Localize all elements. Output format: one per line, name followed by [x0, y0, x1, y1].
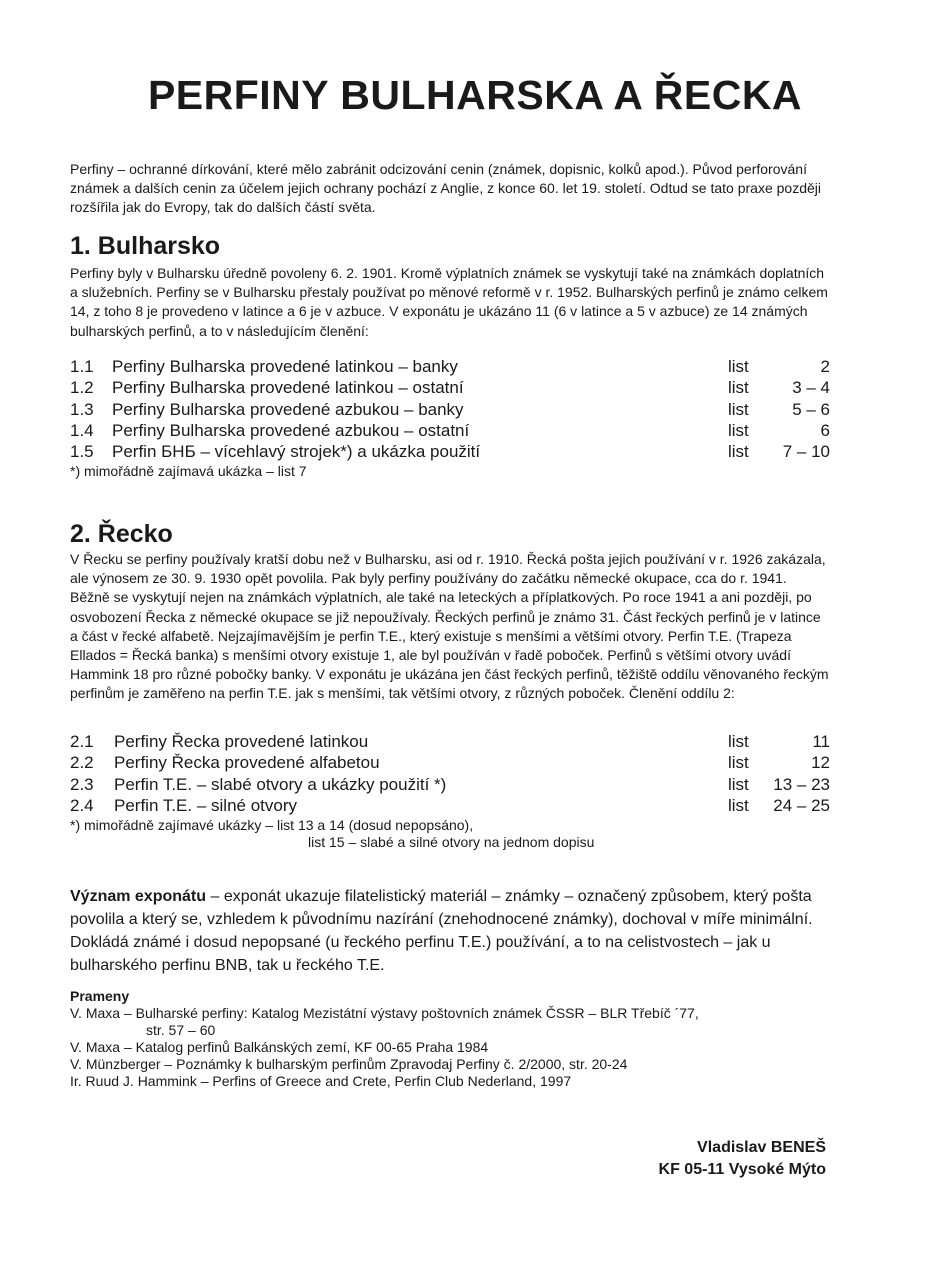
source-item: Ir. Ruud J. Hammink – Perfins of Greece and Crete, Perfin Club Nederland, 1997	[70, 1073, 572, 1089]
significance-lead: Význam exponátu	[70, 888, 207, 905]
source-item-continuation: str. 57 – 60	[146, 1022, 216, 1038]
toc-number: 1.2	[70, 378, 94, 398]
section-paragraph-greece: V Řecku se perfiny používaly kratší dobu než v Bulharsku, asi od r. 1910. Řecká pošta jejich používání v r. 1926 zakázala, ale výnosem ze 30. 9. 1930 opět povolila. Pak byly perfiny používány do začátku německé okupace, cca do r. 1941. Běžně se vyskytují nejen na známkách výplatních, ale také na leteckých a příplatkových. Po roce 1941 a ani později, po osvobození Řecka z německé okupace se již nepoužívaly. Řeckých perfinů je známo 31. Část řeckých perfinů je v latince a část v řecké alfabetě. Nejzajímavějším je perfin T.E., který existuje s menšími a většími otvory. Perfin T.E. (Trapeza Ellados = Řecká banka) s menšími otvory existuje 1, ale byl používán v řadě poboček. Perfinů s většími otvory uvádí Hammink 18 pro různé pobočky banky. V exponátu je ukázána jen část řeckých perfinů, těžiště oddílu věnovaného řeckým perfinům je zaměřeno na perfin T.E. jak s menšími, tak většími otvory, z různých poboček. Členění oddílu 2:	[70, 551, 829, 702]
section-heading-greece: 2. Řecko	[70, 520, 173, 548]
toc-number: 2.2	[70, 753, 94, 773]
toc-text: Perfiny Řecka provedené alfabetou	[114, 753, 380, 773]
toc-text: Perfiny Bulharska provedené latinkou – banky	[112, 357, 458, 376]
toc-range: 6	[820, 420, 830, 440]
toc-range: 11	[812, 732, 830, 751]
toc-row	[70, 377, 830, 398]
section-heading-bulgaria: 1. Bulharsko	[70, 232, 221, 260]
toc-row	[70, 356, 830, 377]
toc-list-label: list	[728, 795, 749, 815]
toc-text: Perfiny Bulharska provedené azbukou – banky	[112, 399, 464, 419]
page-title: PERFINY BULHARSKA A ŘECKA	[147, 72, 803, 118]
toc-range: 2	[820, 357, 830, 376]
toc-text: Perfin T.E. – silné otvory	[114, 795, 297, 815]
toc-list-label: list	[728, 732, 749, 751]
toc-range: 13 – 23	[773, 774, 830, 794]
toc-list-label: list	[728, 753, 749, 773]
toc-list-label: list	[728, 420, 749, 440]
toc-row	[70, 795, 830, 816]
toc-number: 1.5	[70, 442, 94, 462]
toc-row	[70, 399, 830, 420]
source-item: V. Maxa – Katalog perfinů Balkánských zemí, KF 00-65 Praha 1984	[70, 1039, 489, 1055]
toc-row	[70, 731, 830, 752]
significance-text: – exponát ukazuje filatelistický materiál – známky – označený způsobem, který pošta povolila a který se, vzhledem k původnímu nazírání (znehodnocené známky), dochoval v míře minimální. Dokládá známé i dosud nepopsané (u řeckého perfinu T.E.) používání, a to na celistvostech – jak u bulharského perfinu BNB, tak u řeckého T.E.	[70, 888, 813, 974]
author-block	[659, 1137, 826, 1181]
sources-list	[70, 1005, 830, 1090]
toc-footnote-continuation: list 15 – slabé a silné otvory na jednom dopisu	[308, 834, 595, 851]
toc-number: 1.1	[70, 357, 94, 376]
author-club: KF 05-11 Vysoké Mýto	[658, 1161, 826, 1178]
toc-range: 24 – 25	[773, 795, 830, 815]
toc-list-label: list	[728, 399, 749, 419]
toc-greece	[70, 731, 830, 851]
toc-range: 7 – 10	[782, 442, 830, 462]
sources-heading: Prameny	[70, 988, 130, 1004]
toc-list-label: list	[728, 774, 749, 794]
toc-footnote: *) mimořádně zajímavé ukázky – list 13 a 14 (dosud nepopsáno),	[70, 817, 474, 834]
toc-number: 2.3	[70, 774, 94, 794]
section-paragraph-bulgaria: Perfiny byly v Bulharsku úředně povoleny 6. 2. 1901. Kromě výplatních známek se vyskytují také na známkách doplatních a služebních. Perfiny se v Bulharsku přestaly používat po měnové reformě v r. 1952. Bulharských perfinů je známo celkem 14, z toho 8 je provedeno v latince a 6 je v azbuce. V exponátu je ukázáno 11 (6 v latince a 5 v azbuce) ze 14 známých bulharských perfinů, a to v následujícím členění:	[70, 265, 828, 339]
toc-range: 5 – 6	[792, 399, 830, 419]
toc-row	[70, 420, 830, 441]
toc-range: 3 – 4	[792, 378, 830, 398]
toc-row	[70, 441, 830, 462]
toc-number: 1.4	[70, 420, 94, 440]
toc-list-label: list	[728, 378, 749, 398]
toc-text: Perfin T.E. – slabé otvory a ukázky použití *)	[114, 774, 447, 794]
toc-row	[70, 752, 830, 773]
toc-number: 1.3	[70, 399, 94, 419]
toc-range: 12	[811, 753, 830, 773]
toc-text: Perfiny Bulharska provedené azbukou – ostatní	[112, 420, 470, 440]
toc-text: Perfiny Bulharska provedené latinkou – ostatní	[112, 378, 464, 398]
intro-paragraph: Perfiny – ochranné dírkování, které mělo zabránit odcizování cenin (známek, dopisnic, kolků apod.). Původ perforování známek a dalších cenin za účelem jejich ochrany pochází z Anglie, z konce 60. let 19. století. Odtud se tato praxe později rozšířila jak do Evropy, tak do dalších částí světa.	[70, 161, 821, 215]
toc-text: Perfin БНБ – vícehlavý strojek*) a ukázka použití	[112, 442, 481, 462]
significance-paragraph	[70, 885, 830, 977]
toc-footnote: *) mimořádně zajímavá ukázka – list 7	[70, 463, 307, 480]
toc-number: 2.4	[70, 795, 94, 815]
toc-row	[70, 774, 830, 795]
toc-list-label: list	[728, 442, 749, 462]
toc-text: Perfiny Řecka provedené latinkou	[114, 732, 369, 751]
toc-list-label: list	[728, 357, 749, 376]
toc-number: 2.1	[70, 732, 94, 751]
source-item: V. Münzberger – Poznámky k bulharským perfinům Zpravodaj Perfiny č. 2/2000, str. 20-24	[70, 1056, 628, 1072]
author-name: Vladislav BENEŠ	[697, 1139, 826, 1156]
source-item: V. Maxa – Bulharské perfiny: Katalog Mezistátní výstavy poštovních známek ČSSR – BLR Třebíč ´77,	[70, 1005, 699, 1021]
toc-bulgaria	[70, 356, 830, 480]
